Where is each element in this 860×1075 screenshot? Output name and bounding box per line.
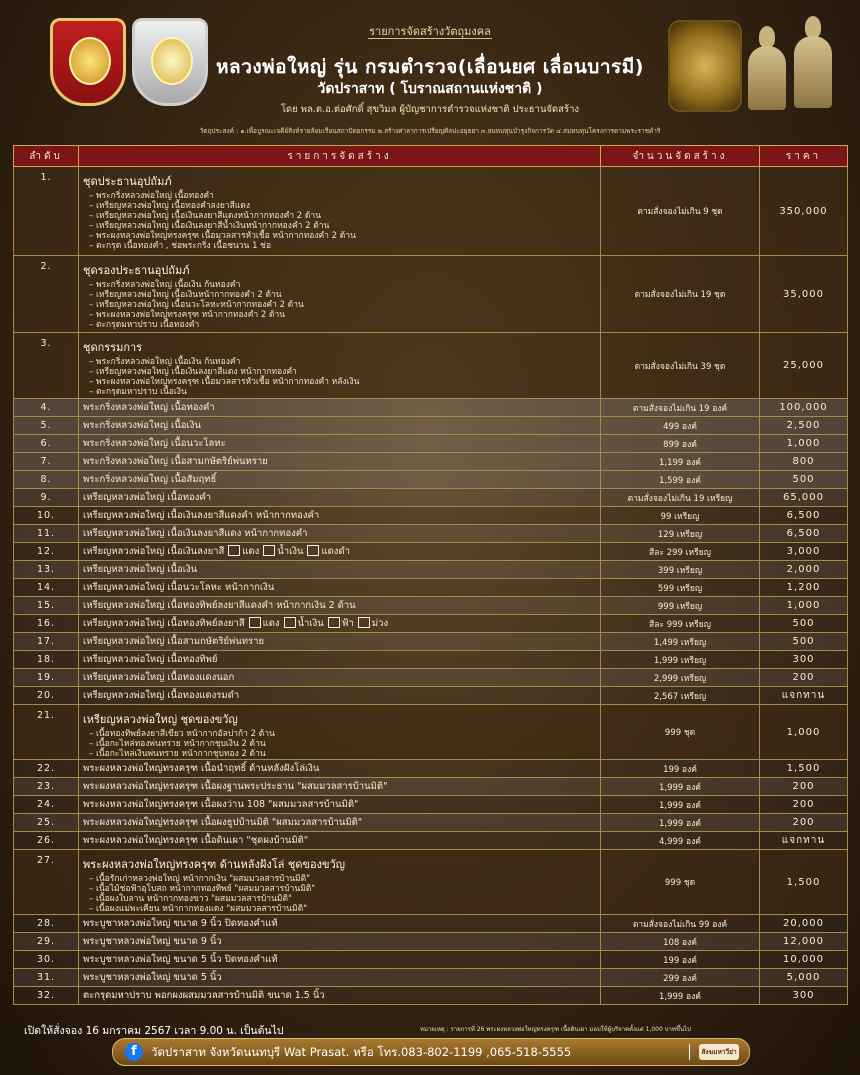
temple-subtitle: วัดปราสาท ( โบราณสถานแห่งชาติ ) [317, 81, 543, 97]
booking-date: เปิดให้สั่งจอง 16 มกราคม 2567 เวลา 9.00 น. เป็นต้นไป [24, 1025, 284, 1037]
quantity: 4,999 องค์ [601, 832, 760, 850]
quantity: 1,199 องค์ [601, 453, 760, 471]
item-number: 29. [14, 933, 79, 951]
item-name [79, 579, 601, 597]
item-table [13, 145, 848, 1005]
item-label: พระกริ่งหลวงพ่อใหญ่ เนื้อสามกษัตริย์พ่นทราย [83, 456, 268, 467]
quantity: 199 องค์ [601, 760, 760, 778]
price: 2,000 [760, 561, 848, 579]
color-option: แดง [262, 618, 280, 629]
item-label: พระกริ่งหลวงพ่อใหญ่ เนื้อเงิน [83, 420, 201, 431]
table-row [14, 453, 848, 471]
price: 1,500 [760, 850, 848, 915]
quantity: 999 เหรียญ [601, 597, 760, 615]
checkbox-icon[interactable] [249, 617, 261, 628]
set-line: – พระกริ่งหลวงพ่อใหญ่ เนื้อทองคำ [89, 191, 214, 201]
item-number: 30. [14, 951, 79, 969]
contact-bar [112, 1038, 750, 1066]
quantity: 1,999 องค์ [601, 778, 760, 796]
price: 1,000 [760, 705, 848, 760]
price: 200 [760, 778, 848, 796]
set-line: – ตะกรุดมหาปราบ เนื้อเงิน [89, 387, 187, 397]
item-number: 15. [14, 597, 79, 615]
item-name [79, 915, 601, 933]
set-line: – พระผงหลวงพ่อใหญ่ทรงครุฑ เนื้อมวลสารหัวเชื้อ หน้ากากทองคำ 2 ด้าน [89, 231, 356, 241]
item-number: 1. [14, 167, 79, 256]
table-row [14, 687, 848, 705]
price: 200 [760, 669, 848, 687]
price: 300 [760, 651, 848, 669]
set-line: – เนื้อผงใบลาน หน้ากากทองขาว "ผสมมวลสารบ้านมิติ" [89, 894, 292, 904]
table-row [14, 471, 848, 489]
price: 3,000 [760, 543, 848, 561]
set-line: – เหรียญหลวงพ่อใหญ่ เนื้อเงินลงยาสีแดงหน้ากากทองคำ 2 ด้าน [89, 211, 322, 221]
set-line: – เนื้อทองทิพย์ลงยาสีเขียว หน้ากากอัลปาก้า 2 ด้าน [89, 729, 275, 739]
item-name [79, 507, 601, 525]
item-name [79, 543, 601, 561]
item-number: 26. [14, 832, 79, 850]
item-number: 28. [14, 915, 79, 933]
quantity: 1,999 องค์ [601, 814, 760, 832]
table-row [14, 987, 848, 1005]
item-name [79, 814, 601, 832]
price: 200 [760, 814, 848, 832]
item-name [79, 561, 601, 579]
quantity: 1,999 องค์ [601, 987, 760, 1005]
item-label: เหรียญหลวงพ่อใหญ่ เนื้อสามกษัตริย์พ่นทราย [83, 636, 265, 647]
set-details [79, 256, 601, 333]
set-line: – เนื้อรักเก่าหลวงพ่อใหญ่ หน้ากากเงิน "ผสมมวลสารบ้านมิติ" [89, 874, 311, 884]
set-line: – เหรียญหลวงพ่อใหญ่ เนื้อนวะโลหะหน้ากากทองคำ 2 ด้าน [89, 300, 304, 310]
table-row [14, 489, 848, 507]
col-item: รายการจัดสร้าง [79, 146, 601, 167]
item-label: พระผงหลวงพ่อใหญ่ทรงครุฑ เนื้อผงธูปบ้านมิติ "ผสมมวลสารบ้านมิติ" [83, 817, 363, 828]
price: 6,500 [760, 525, 848, 543]
set-row [14, 167, 848, 256]
item-number: 14. [14, 579, 79, 597]
color-option: แดงดำ [321, 546, 350, 557]
item-label: เหรียญหลวงพ่อใหญ่ เนื้อเงิน [83, 564, 198, 575]
price: 1,000 [760, 597, 848, 615]
quantity: ตามสั่งจองไม่เกิน 99 องค์ [601, 915, 760, 933]
price: 1,200 [760, 579, 848, 597]
table-row [14, 933, 848, 951]
set-title: พระผงหลวงพ่อใหญ่ทรงครุฑ ด้านหลังฝังโล่ ชุดของขวัญ [83, 858, 346, 871]
item-number: 8. [14, 471, 79, 489]
price: 300 [760, 987, 848, 1005]
item-name [79, 633, 601, 651]
price: แจกทาน [760, 687, 848, 705]
quantity: 2,567 เหรียญ [601, 687, 760, 705]
item-name [79, 399, 601, 417]
table-row [14, 597, 848, 615]
item-label: พระผงหลวงพ่อใหญ่ทรงครุฑ เนื้อผงว่าน 108 "ผสมมวลสารบ้านมิติ" [83, 799, 359, 810]
set-title: เหรียญหลวงพ่อใหญ่ ชุดของขวัญ [83, 713, 238, 726]
price: แจกทาน [760, 832, 848, 850]
set-line: – เนื้อไม้ช่อฟ้าอุโบสถ หน้ากากทองทิพย์ "ผสมมวลสารบ้านมิติ" [89, 884, 316, 894]
set-details [79, 167, 601, 256]
item-number: 25. [14, 814, 79, 832]
set-details [79, 333, 601, 399]
price: 1,500 [760, 760, 848, 778]
facebook-icon: f [125, 1043, 143, 1061]
quantity: 599 เหรียญ [601, 579, 760, 597]
price: 500 [760, 633, 848, 651]
price: 350,000 [760, 167, 848, 256]
set-row [14, 256, 848, 333]
item-name [79, 435, 601, 453]
item-label: พระกริ่งหลวงพ่อใหญ่ เนื้อทองคำ [83, 402, 215, 413]
quantity: 1,599 องค์ [601, 471, 760, 489]
quantity: ตามสั่งจองไม่เกิน 19 ชุด [601, 256, 760, 333]
quantity: 999 ชุด [601, 705, 760, 760]
quantity: สีละ 299 เหรียญ [601, 543, 760, 561]
price: 500 [760, 471, 848, 489]
quantity: 2,999 เหรียญ [601, 669, 760, 687]
col-no: ลำดับ [14, 146, 79, 167]
item-number: 31. [14, 969, 79, 987]
set-line: – เหรียญหลวงพ่อใหญ่ เนื้อเงินลงยาสีน้ำเงินหน้ากากทองคำ 2 ด้าน [89, 221, 330, 231]
set-line: – พระผงหลวงพ่อใหญ่ทรงครุฑ หน้ากากทองคำ 2 ด้าน [89, 310, 286, 320]
quantity: 1,999 องค์ [601, 796, 760, 814]
table-row [14, 435, 848, 453]
item-number: 3. [14, 333, 79, 399]
item-number: 7. [14, 453, 79, 471]
table-row [14, 579, 848, 597]
table-row [14, 814, 848, 832]
checkbox-icon[interactable] [228, 545, 240, 556]
table-row [14, 796, 848, 814]
item-name [79, 669, 601, 687]
item-number: 6. [14, 435, 79, 453]
item-number: 21. [14, 705, 79, 760]
color-option: แดง [242, 546, 260, 557]
checkbox-icon[interactable] [263, 545, 275, 556]
table-header [14, 146, 848, 167]
item-number: 27. [14, 850, 79, 915]
item-name [79, 987, 601, 1005]
set-line: – เนื้อกะไหล่ทองพ่นทราย หน้ากากชุบเงิน 2 ด้าน [89, 739, 266, 749]
quantity: ตามสั่งจองไม่เกิน 19 องค์ [601, 399, 760, 417]
set-line: – พระผงหลวงพ่อใหญ่ทรงครุฑ เนื้อมวลสารหัวเชื้อ หน้ากากทองคำ หลังเงิน [89, 377, 360, 387]
quantity: 199 องค์ [601, 951, 760, 969]
price: 5,000 [760, 969, 848, 987]
item-label: เหรียญหลวงพ่อใหญ่ เนื้อทองแดงรมดำ [83, 690, 240, 701]
item-label: พระผงหลวงพ่อใหญ่ทรงครุฑ เนื้อนำฤทธิ์ ด้านหลังฝังโล่เงิน [83, 763, 320, 774]
item-number: 12. [14, 543, 79, 561]
price: 500 [760, 615, 848, 633]
item-name [79, 615, 601, 633]
set-line: – พระกริ่งหลวงพ่อใหญ่ เนื้อเงิน ก้นทองคำ [89, 357, 241, 367]
table-row [14, 543, 848, 561]
item-number: 16. [14, 615, 79, 633]
quantity: 399 เหรียญ [601, 561, 760, 579]
color-option: น้ำเงิน [277, 546, 304, 557]
item-name [79, 489, 601, 507]
item-label: พระผงหลวงพ่อใหญ่ทรงครุฑ เนื้อดินเผา "ชุดผงบ้านมิติ" [83, 835, 309, 846]
set-details [79, 705, 601, 760]
divider [368, 38, 492, 39]
price: 65,000 [760, 489, 848, 507]
set-line: – เหรียญหลวงพ่อใหญ่ เนื้อเงินลงยาสีแดง หน้ากากทองคำ [89, 367, 297, 377]
set-title: ชุดประธานอุปถัมภ์ [83, 175, 172, 188]
quantity: สีละ 999 เหรียญ [601, 615, 760, 633]
quantity: ตามสั่งจองไม่เกิน 19 เหรียญ [601, 489, 760, 507]
table-row [14, 669, 848, 687]
table-row [14, 951, 848, 969]
table-row [14, 651, 848, 669]
table-row [14, 507, 848, 525]
item-name [79, 832, 601, 850]
item-name [79, 969, 601, 987]
item-label: เหรียญหลวงพ่อใหญ่ เนื้อทองทิพย์ลงยาสี [83, 618, 245, 629]
set-line: – พระกริ่งหลวงพ่อใหญ่ เนื้อเงิน ก้นทองคำ [89, 280, 241, 290]
quantity: 108 องค์ [601, 933, 760, 951]
col-price: ราคา [760, 146, 848, 167]
item-name [79, 453, 601, 471]
item-label: เหรียญหลวงพ่อใหญ่ เนื้อเงินลงยาสีแดงคำ หน้ากากทองคำ [83, 510, 320, 521]
item-name [79, 597, 601, 615]
item-label: พระบูชาหลวงพ่อใหญ่ ขนาด 9 นิ้ว ปิดทองคำแท้ [83, 918, 278, 929]
item-number: 23. [14, 778, 79, 796]
set-line: – เนื้อผงแม่พะเคียน หน้ากากทองแดง "ผสมมวลสารบ้านมิติ" [89, 904, 308, 914]
checkbox-icon[interactable] [358, 617, 370, 628]
price: 2,500 [760, 417, 848, 435]
item-name [79, 760, 601, 778]
price: 800 [760, 453, 848, 471]
item-number: 9. [14, 489, 79, 507]
set-line: – ตะกรุด เนื้อทองคำ , ช่อพระกริ่ง เนื้อชนวน 1 ช่อ [89, 241, 272, 251]
page-title: หลวงพ่อใหญ่ รุ่น กรมตำรวจ(เลื่อนยศ เลื่อนบารมี) [216, 56, 644, 78]
set-title: ชุดกรรมการ [83, 341, 143, 354]
item-number: 13. [14, 561, 79, 579]
item-number: 20. [14, 687, 79, 705]
table-row [14, 633, 848, 651]
table-row [14, 832, 848, 850]
checkbox-icon[interactable] [328, 617, 340, 628]
quantity: 129 เหรียญ [601, 525, 760, 543]
quantity: ตามสั่งจองไม่เกิน 39 ชุด [601, 333, 760, 399]
item-name [79, 951, 601, 969]
set-line: – เหรียญหลวงพ่อใหญ่ เนื้อทองคำลงยาสีแดง [89, 201, 250, 211]
price: 10,000 [760, 951, 848, 969]
item-label: พระผงหลวงพ่อใหญ่ทรงครุฑ เนื้อผงฐานพระประธาน "ผสมมวลสารบ้านมิติ" [83, 781, 388, 792]
item-number: 18. [14, 651, 79, 669]
quantity: 999 ชุด [601, 850, 760, 915]
item-label: เหรียญหลวงพ่อใหญ่ เนื้อทองแดงนอก [83, 672, 235, 683]
color-option: ม่วง [371, 618, 389, 629]
quantity: 899 องค์ [601, 435, 760, 453]
quantity: 499 องค์ [601, 417, 760, 435]
item-name [79, 525, 601, 543]
table-row [14, 417, 848, 435]
price: 20,000 [760, 915, 848, 933]
set-line: – เนื้อกะไหล่เงินพ่นทราย หน้ากากชุบทอง 2 ด้าน [89, 749, 266, 759]
item-name [79, 933, 601, 951]
table-row [14, 969, 848, 987]
table-row [14, 760, 848, 778]
item-name [79, 687, 601, 705]
item-number: 2. [14, 256, 79, 333]
quantity: 299 องค์ [601, 969, 760, 987]
price: 35,000 [760, 256, 848, 333]
item-number: 5. [14, 417, 79, 435]
table-row [14, 561, 848, 579]
set-line: – ตะกรุดมหาปราบ เนื้อทองคำ [89, 320, 200, 330]
divider [689, 1044, 690, 1060]
price: 200 [760, 796, 848, 814]
item-label: พระบูชาหลวงพ่อใหญ่ ขนาด 5 นิ้ว [83, 972, 222, 983]
header [0, 0, 860, 142]
price: 12,000 [760, 933, 848, 951]
item-label: พระบูชาหลวงพ่อใหญ่ ขนาด 9 นิ้ว [83, 936, 222, 947]
set-row [14, 705, 848, 760]
quantity: ตามสั่งจองไม่เกิน 9 ชุด [601, 167, 760, 256]
checkbox-icon[interactable] [284, 617, 296, 628]
item-name [79, 651, 601, 669]
item-label: พระกริ่งหลวงพ่อใหญ่ เนื้อสัมฤทธิ์ [83, 474, 217, 485]
set-row [14, 333, 848, 399]
quantity: 99 เหรียญ [601, 507, 760, 525]
objectives-line: วัตถุประสงค์ : ๑.เพื่อบูรณะเจดีย์สิงห์รายล้อมเรือนสถาปัตยกรรม ๒.สร้างศาลาการเปรียญศิลปะอยุธยา ๓.สมทบทุนบำรุงกิจการวัด ๔.สมทบทุนโครงการตามพระราชดำริ [199, 127, 661, 135]
item-number: 22. [14, 760, 79, 778]
price: 1,000 [760, 435, 848, 453]
item-label: เหรียญหลวงพ่อใหญ่ เนื้อเงินลงยาสีแดง หน้ากากทองคำ [83, 528, 308, 539]
set-title: ชุดรองประธานอุปถัมภ์ [83, 264, 190, 277]
top-label: รายการจัดสร้างวัตถุมงคล [369, 25, 491, 38]
organizer-line: โดย พล.ต.อ.ต่อศักดิ์ สุขวิมล ผู้บัญชาการตำรวจแห่งชาติ ประธานจัดสร้าง [280, 104, 580, 115]
item-number: 10. [14, 507, 79, 525]
color-option: ฟ้า [341, 618, 354, 629]
price: 6,500 [760, 507, 848, 525]
table-row [14, 399, 848, 417]
item-label: เหรียญหลวงพ่อใหญ่ เนื้อทองคำ [83, 492, 212, 503]
item-label: เหรียญหลวงพ่อใหญ่ เนื้อทองทิพย์ [83, 654, 218, 665]
item-name [79, 778, 601, 796]
color-option: น้ำเงิน [297, 618, 324, 629]
item-name [79, 471, 601, 489]
col-qty: จำนวนจัดสร้าง [601, 146, 760, 167]
item-number: 19. [14, 669, 79, 687]
item-label: เหรียญหลวงพ่อใหญ่ เนื้อนวะโลหะ หน้ากากเงิน [83, 582, 275, 593]
item-number: 32. [14, 987, 79, 1005]
item-label: ตะกรุดมหาปราบ พอกผงผสมมวลสารบ้านมิติ ขนาด 1.5 นิ้ว [83, 990, 325, 1001]
contact-text: วัดปราสาท จังหวัดนนทบุรี Wat Prasat. หรือ โทร.083-802-1199 ,065-518-5555 [151, 1045, 572, 1059]
item-number: 4. [14, 399, 79, 417]
item-label: เหรียญหลวงพ่อใหญ่ เนื้อเงินลงยาสี [83, 546, 225, 557]
table-row [14, 615, 848, 633]
table-row [14, 525, 848, 543]
table-row [14, 915, 848, 933]
price: 25,000 [760, 333, 848, 399]
item-number: 11. [14, 525, 79, 543]
set-row [14, 850, 848, 915]
set-details [79, 850, 601, 915]
footnote: หมายเหตุ : รายการที่ 26 พระผงหลวงพ่อใหญ่ทรงครุฑ เนื้อดินเผา มอบให้ผู้บริจาคตั้งแต่ 1,000 บาทขึ้นไป [420, 1026, 691, 1033]
brand-logo: สังฆมหาวีย่า [699, 1044, 739, 1060]
checkbox-icon[interactable] [307, 545, 319, 556]
set-line: – เหรียญหลวงพ่อใหญ่ เนื้อเงินหน้ากากทองคำ 2 ด้าน [89, 290, 282, 300]
price: 100,000 [760, 399, 848, 417]
item-label: พระกริ่งหลวงพ่อใหญ่ เนื้อนวะโลหะ [83, 438, 226, 449]
item-label: พระบูชาหลวงพ่อใหญ่ ขนาด 5 นิ้ว ปิดทองคำแท้ [83, 954, 278, 965]
table-row [14, 778, 848, 796]
item-name [79, 417, 601, 435]
quantity: 1,499 เหรียญ [601, 633, 760, 651]
item-name [79, 796, 601, 814]
item-number: 24. [14, 796, 79, 814]
item-label: เหรียญหลวงพ่อใหญ่ เนื้อทองทิพย์ลงยาสีแดงคำ หน้ากากเงิน 2 ด้าน [83, 600, 356, 611]
item-number: 17. [14, 633, 79, 651]
quantity: 1,999 เหรียญ [601, 651, 760, 669]
